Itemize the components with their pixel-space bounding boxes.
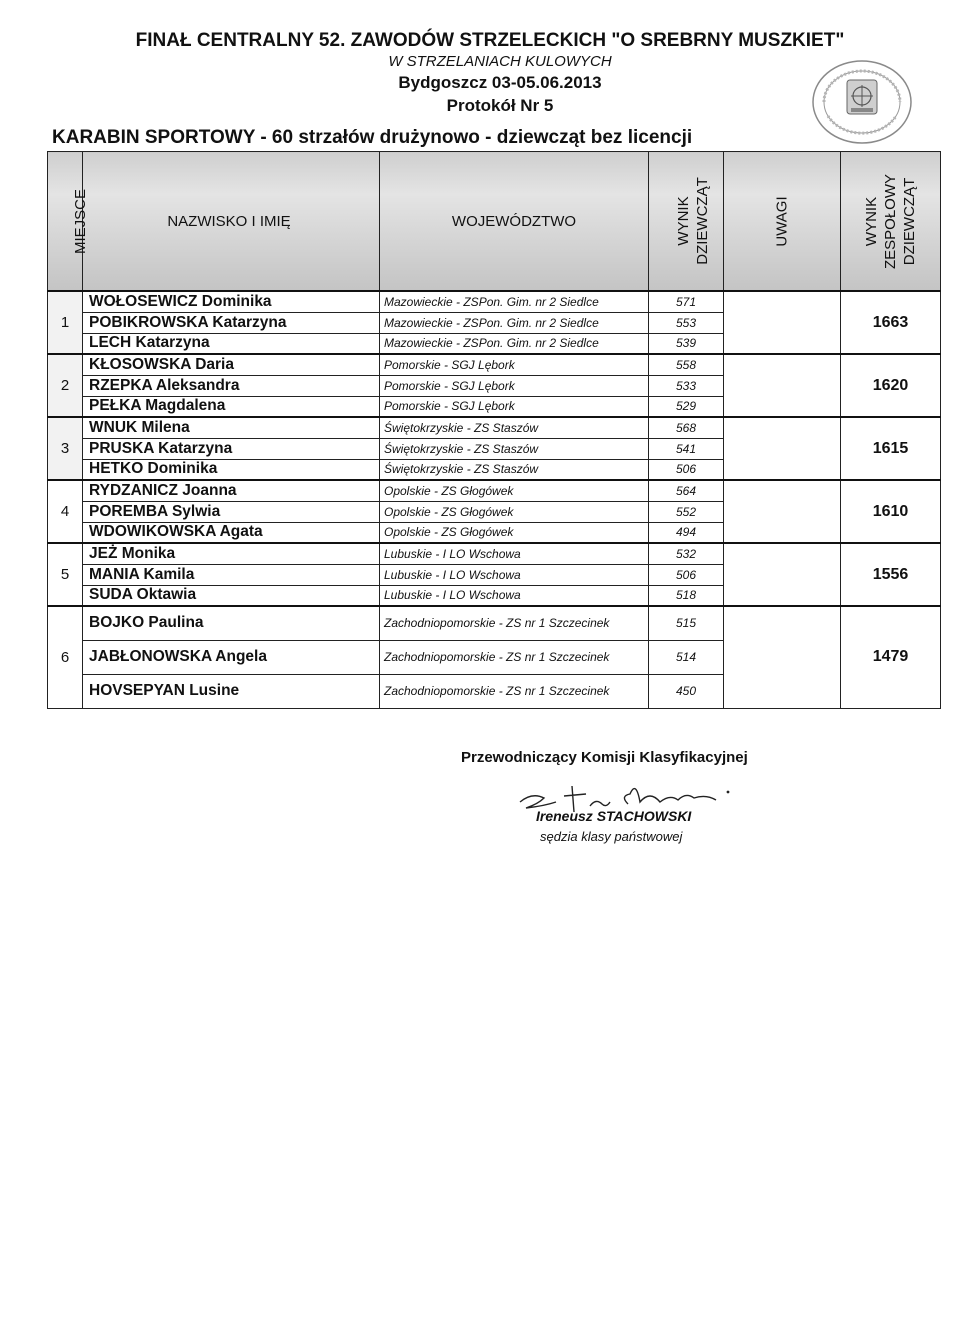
col-header-team-result — [841, 152, 941, 292]
competitor-score: 532 — [649, 543, 724, 564]
team-group — [48, 354, 941, 417]
team-group — [48, 480, 941, 543]
team-group — [48, 543, 941, 606]
competitor-region: Pomorskie - SGJ Lębork — [380, 375, 649, 396]
col-header-name-label: NAZWISKO I IMIĘ — [167, 212, 291, 230]
competition-category: KARABIN SPORTOWY - 60 strzałów drużynowo - dziewcząt bez licencji — [52, 127, 693, 148]
team-place: 2 — [48, 354, 83, 417]
competitor-score: 558 — [649, 354, 724, 375]
table-row — [48, 480, 941, 501]
competitor-region: Pomorskie - SGJ Lębork — [380, 396, 649, 417]
protocol-number: Protokół Nr 5 — [446, 96, 554, 115]
competitor-region: Pomorskie - SGJ Lębork — [380, 354, 649, 375]
competitor-name: POBIKROWSKA Katarzyna — [83, 312, 380, 333]
competitor-score: 553 — [649, 312, 724, 333]
competitor-score: 506 — [649, 564, 724, 585]
competitor-name: PEŁKA Magdalena — [83, 396, 380, 417]
competitor-region: Opolskie - ZS Głogówek — [380, 501, 649, 522]
team-total: 1610 — [841, 480, 941, 543]
competitor-score: 571 — [649, 291, 724, 312]
competitor-name: PRUSKA Katarzyna — [83, 438, 380, 459]
team-total: 1556 — [841, 543, 941, 606]
competitor-region: Opolskie - ZS Głogówek — [380, 522, 649, 543]
remarks-cell — [724, 291, 841, 354]
competitor-name: BOJKO Paulina — [83, 606, 380, 640]
col-header-place — [48, 152, 90, 292]
competitor-score: 494 — [649, 522, 724, 543]
competitor-region: Zachodniopomorskie - ZS nr 1 Szczecinek — [380, 674, 649, 708]
competitor-region: Lubuskie - I LO Wschowa — [380, 543, 649, 564]
results-table — [47, 151, 941, 709]
col-header-remarks — [724, 152, 841, 292]
competitor-score: 518 — [649, 585, 724, 606]
competitor-score: 515 — [649, 606, 724, 640]
col-header-team-line1: WYNIK — [863, 196, 880, 246]
discipline-subtitle: W STRZELANIACH KULOWYCH — [388, 53, 612, 70]
competitor-name: HOVSEPYAN Lusine — [83, 674, 380, 708]
col-header-place-label: MIEJSCE — [72, 188, 90, 254]
table-row — [48, 606, 941, 640]
team-place: 6 — [48, 606, 83, 708]
competitor-score: 568 — [649, 417, 724, 438]
official-stamp-logo — [810, 58, 914, 146]
competitor-score: 514 — [649, 640, 724, 674]
team-place: 3 — [48, 417, 83, 480]
competitor-region: Świętokrzyskie - ZS Staszów — [380, 438, 649, 459]
remarks-cell — [724, 606, 841, 708]
col-header-result-label — [674, 177, 712, 265]
competitor-score: 529 — [649, 396, 724, 417]
chair-role: sędzia klasy państwowej — [540, 829, 683, 844]
col-header-result-line1: WYNIK — [674, 196, 692, 246]
col-header-name — [83, 152, 380, 292]
document-title: FINAŁ CENTRALNY 52. ZAWODÓW STRZELECKICH "O SREBRNY MUSZKIET" — [135, 30, 845, 51]
team-group — [48, 606, 941, 708]
competitor-name: LECH Katarzyna — [83, 333, 380, 354]
competitor-name: RYDZANICZ Joanna — [83, 480, 380, 501]
competitor-name: HETKO Dominika — [83, 459, 380, 480]
competitor-region: Mazowieckie - ZSPon. Gim. nr 2 Siedlce — [380, 291, 649, 312]
table-row — [48, 291, 941, 312]
col-header-team-line3: DZIEWCZĄT — [901, 177, 918, 265]
competitor-region: Mazowieckie - ZSPon. Gim. nr 2 Siedlce — [380, 333, 649, 354]
competitor-score: 541 — [649, 438, 724, 459]
competitor-name: POREMBA Sylwia — [83, 501, 380, 522]
col-header-region-label: WOJEWÓDZTWO — [451, 212, 577, 230]
competitor-region: Lubuskie - I LO Wschowa — [380, 585, 649, 606]
col-header-team-label — [862, 173, 919, 268]
competitor-name: RZEPKA Aleksandra — [83, 375, 380, 396]
remarks-cell — [724, 543, 841, 606]
competitor-name: MANIA Kamila — [83, 564, 380, 585]
competitor-score: 533 — [649, 375, 724, 396]
team-total: 1615 — [841, 417, 941, 480]
col-header-result-line2: DZIEWCZĄT — [693, 177, 711, 265]
col-header-result — [649, 152, 724, 292]
header-row — [48, 152, 941, 292]
competitor-score: 506 — [649, 459, 724, 480]
team-total: 1479 — [841, 606, 941, 708]
competitor-region: Opolskie - ZS Głogówek — [380, 480, 649, 501]
remarks-cell — [724, 417, 841, 480]
competitor-name: JABŁONOWSKA Angela — [83, 640, 380, 674]
competitor-region: Lubuskie - I LO Wschowa — [380, 564, 649, 585]
team-total: 1663 — [841, 291, 941, 354]
team-total: 1620 — [841, 354, 941, 417]
team-place: 5 — [48, 543, 83, 606]
competitor-name: KŁOSOWSKA Daria — [83, 354, 380, 375]
place-date: Bydgoszcz 03-05.06.2013 — [398, 73, 602, 92]
table-row — [48, 417, 941, 438]
table-row — [48, 543, 941, 564]
competitor-score: 539 — [649, 333, 724, 354]
competitor-name: WOŁOSEWICZ Dominika — [83, 291, 380, 312]
team-group — [48, 291, 941, 354]
competitor-score: 552 — [649, 501, 724, 522]
col-header-remarks-label: UWAGI — [773, 195, 791, 247]
competitor-name: JEŻ Monika — [83, 543, 380, 564]
competitor-score: 564 — [649, 480, 724, 501]
competitor-name: SUDA Oktawia — [83, 585, 380, 606]
col-header-region — [380, 152, 649, 292]
competitor-name: WDOWIKOWSKA Agata — [83, 522, 380, 543]
competitor-region: Świętokrzyskie - ZS Staszów — [380, 417, 649, 438]
competitor-name: WNUK Milena — [83, 417, 380, 438]
competitor-region: Zachodniopomorskie - ZS nr 1 Szczecinek — [380, 640, 649, 674]
chair-name: Ireneusz STACHOWSKI — [536, 808, 692, 824]
competitor-region: Świętokrzyskie - ZS Staszów — [380, 459, 649, 480]
competitor-region: Mazowieckie - ZSPon. Gim. nr 2 Siedlce — [380, 312, 649, 333]
table-row — [48, 354, 941, 375]
team-place: 1 — [48, 291, 83, 354]
col-header-team-line2: ZESPOŁOWY — [882, 173, 899, 269]
team-place: 4 — [48, 480, 83, 543]
team-group — [48, 417, 941, 480]
commission-chair-title: Przewodniczący Komisji Klasyfikacyjnej — [461, 749, 748, 766]
remarks-cell — [724, 354, 841, 417]
competitor-score: 450 — [649, 674, 724, 708]
competitor-region: Zachodniopomorskie - ZS nr 1 Szczecinek — [380, 606, 649, 640]
remarks-cell — [724, 480, 841, 543]
